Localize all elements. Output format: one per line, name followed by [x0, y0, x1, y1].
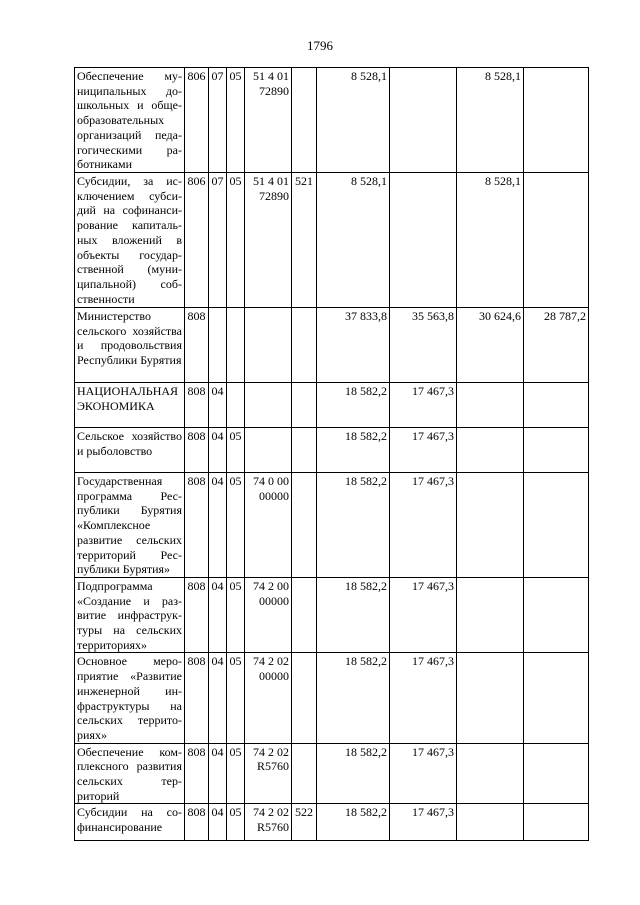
sum-2: 35 563,8: [390, 308, 457, 383]
row-name: Субсидии на софинансирование: [75, 804, 185, 841]
sum-4: [524, 383, 589, 428]
grbs-code: 808: [185, 383, 209, 428]
subsection-code: 05: [227, 804, 245, 841]
section-code: 04: [209, 473, 227, 578]
sum-4: [524, 804, 589, 841]
target-article: 74 2 02 00000: [245, 653, 292, 743]
expense-type: [292, 383, 317, 428]
sum-4: 28 787,2: [524, 308, 589, 383]
table-row: [75, 804, 589, 841]
expense-type: [292, 473, 317, 578]
subsection-code: 05: [227, 428, 245, 473]
sum-4: [524, 68, 589, 173]
row-name: Обеспечение комплексного развития сельских территорий: [75, 743, 185, 804]
expense-type: [292, 653, 317, 743]
sum-3: 8 528,1: [457, 173, 524, 308]
sum-4: [524, 653, 589, 743]
expense-type: [292, 428, 317, 473]
expense-type: 521: [292, 173, 317, 308]
table-row: [75, 428, 589, 473]
sum-3: [457, 804, 524, 841]
table-row: [75, 308, 589, 383]
sum-3: 30 624,6: [457, 308, 524, 383]
table-row: [75, 743, 589, 804]
grbs-code: 808: [185, 653, 209, 743]
sum-1: 18 582,2: [317, 428, 390, 473]
target-article: 74 2 00 00000: [245, 577, 292, 653]
row-name: Сельское хозяйство и рыболовство: [75, 428, 185, 473]
sum-1: 18 582,2: [317, 653, 390, 743]
section-code: 04: [209, 804, 227, 841]
sum-1: 18 582,2: [317, 804, 390, 841]
subsection-code: 05: [227, 173, 245, 308]
sum-1: 18 582,2: [317, 383, 390, 428]
sum-1: 18 582,2: [317, 473, 390, 578]
section-code: 07: [209, 68, 227, 173]
row-name: Государственная программа Республики Бурятия «Комплексное развитие сельских территорий Республики Бурятия»: [75, 473, 185, 578]
table-body: [75, 68, 589, 841]
subsection-code: 05: [227, 743, 245, 804]
row-name: НАЦИОНАЛЬНАЯ ЭКОНОМИКА: [75, 383, 185, 428]
expense-type: [292, 577, 317, 653]
row-name: Подпрограмма «Создание и развитие инфраструктуры на сельских территориях»: [75, 577, 185, 653]
grbs-code: 806: [185, 173, 209, 308]
sum-2: [390, 68, 457, 173]
sum-3: [457, 577, 524, 653]
table-row: [75, 577, 589, 653]
grbs-code: 808: [185, 743, 209, 804]
table-row: [75, 473, 589, 578]
target-article: [245, 308, 292, 383]
subsection-code: 05: [227, 577, 245, 653]
sum-1: 8 528,1: [317, 68, 390, 173]
row-name: Субсидии, за исключением субсидий на софинансирование капитальных вложений в объекты государственной (муниципальной) собственности: [75, 173, 185, 308]
row-name: Министерство сельского хозяйства и продовольствия Республики Бурятия: [75, 308, 185, 383]
sum-3: 8 528,1: [457, 68, 524, 173]
sum-2: 17 467,3: [390, 743, 457, 804]
subsection-code: [227, 308, 245, 383]
section-code: 04: [209, 577, 227, 653]
section-code: 04: [209, 653, 227, 743]
sum-2: 17 467,3: [390, 383, 457, 428]
sum-1: 18 582,2: [317, 577, 390, 653]
section-code: [209, 308, 227, 383]
row-name: Обеспечение муниципальных дошкольных и общеобразовательных организаций педагогическими работниками: [75, 68, 185, 173]
sum-3: [457, 653, 524, 743]
sum-1: 8 528,1: [317, 173, 390, 308]
budget-table: [74, 67, 589, 841]
subsection-code: 05: [227, 68, 245, 173]
sum-3: [457, 473, 524, 578]
grbs-code: 808: [185, 473, 209, 578]
sum-3: [457, 428, 524, 473]
table-row: [75, 653, 589, 743]
grbs-code: 806: [185, 68, 209, 173]
expense-type: [292, 68, 317, 173]
subsection-code: 05: [227, 653, 245, 743]
table-row: [75, 383, 589, 428]
sum-2: 17 467,3: [390, 653, 457, 743]
target-article: [245, 428, 292, 473]
sum-3: [457, 383, 524, 428]
sum-2: 17 467,3: [390, 577, 457, 653]
section-code: 04: [209, 383, 227, 428]
sum-2: 17 467,3: [390, 428, 457, 473]
grbs-code: 808: [185, 428, 209, 473]
sum-2: 17 467,3: [390, 804, 457, 841]
target-article: [245, 383, 292, 428]
sum-2: 17 467,3: [390, 473, 457, 578]
sum-4: [524, 577, 589, 653]
target-article: 51 4 01 72890: [245, 68, 292, 173]
expense-type: 522: [292, 804, 317, 841]
sum-4: [524, 743, 589, 804]
sum-4: [524, 173, 589, 308]
sum-4: [524, 428, 589, 473]
grbs-code: 808: [185, 308, 209, 383]
page-number: 1796: [307, 38, 333, 53]
sum-2: [390, 173, 457, 308]
target-article: 74 2 02 R5760: [245, 743, 292, 804]
section-code: 04: [209, 743, 227, 804]
sum-1: 37 833,8: [317, 308, 390, 383]
expense-type: [292, 743, 317, 804]
section-code: 04: [209, 428, 227, 473]
sum-3: [457, 743, 524, 804]
target-article: 74 0 00 00000: [245, 473, 292, 578]
table-row: [75, 68, 589, 173]
grbs-code: 808: [185, 577, 209, 653]
expense-type: [292, 308, 317, 383]
target-article: 74 2 02 R5760: [245, 804, 292, 841]
row-name: Основное мероприятие «Развитие инженерной инфраструктуры на сельских территориях»: [75, 653, 185, 743]
subsection-code: 05: [227, 473, 245, 578]
sum-1: 18 582,2: [317, 743, 390, 804]
subsection-code: [227, 383, 245, 428]
sum-4: [524, 473, 589, 578]
grbs-code: 808: [185, 804, 209, 841]
target-article: 51 4 01 72890: [245, 173, 292, 308]
table-row: [75, 173, 589, 308]
section-code: 07: [209, 173, 227, 308]
